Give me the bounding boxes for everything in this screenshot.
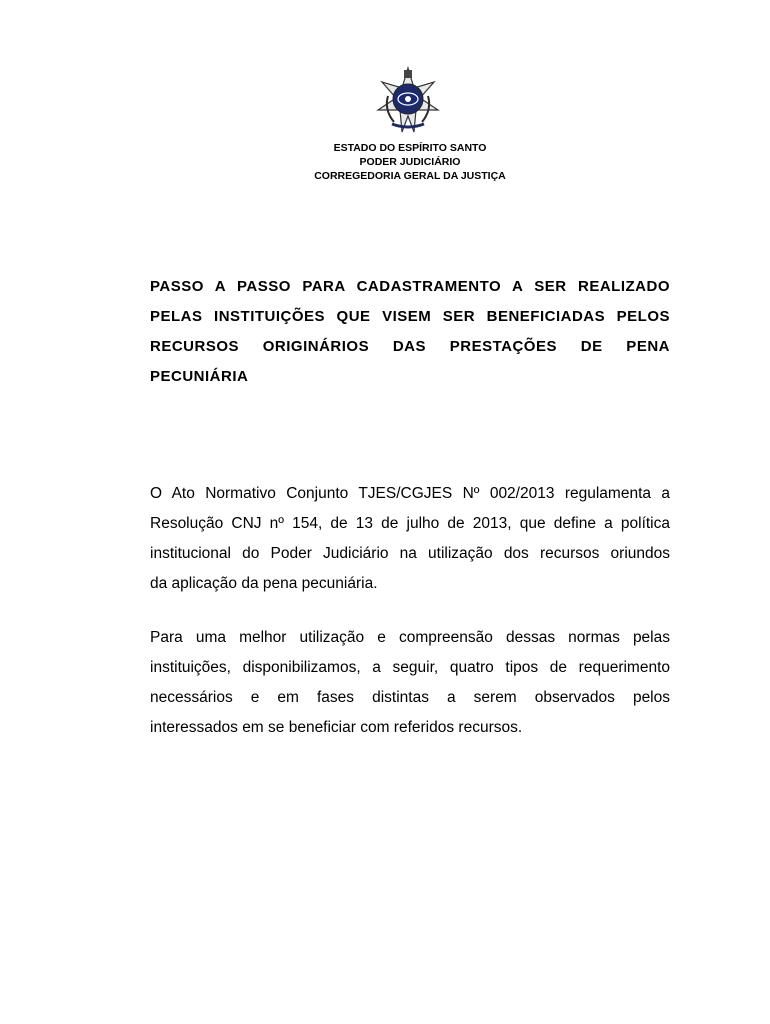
header-state: ESTADO DO ESPÍRITO SANTO: [333, 142, 487, 154]
paragraph-line: O Ato Normativo Conjunto TJES/CGJES Nº 002/2013 regulamenta a: [150, 485, 670, 502]
title-line: RECURSOS ORIGINÁRIOS DAS PRESTAÇÕES DE PENA: [150, 338, 670, 355]
paragraph-line: da aplicação da pena pecuniária.: [150, 575, 378, 592]
coat-of-arms-icon: [374, 66, 442, 134]
document-title: [150, 272, 670, 392]
document-header: [0, 141, 770, 183]
paragraph-line: necessários e em fases distintas a serem observados pelos: [150, 689, 670, 706]
paragraph-line: Para uma melhor utilização e compreensão dessas normas pelas: [150, 629, 670, 646]
paragraph-line: Resolução CNJ nº 154, de 13 de julho de 2013, que define a política: [150, 515, 670, 532]
header-power: PODER JUDICIÁRIO: [359, 156, 461, 168]
title-line: PELAS INSTITUIÇÕES QUE VISEM SER BENEFICIADAS PELOS: [150, 308, 670, 325]
paragraph-purpose: [150, 623, 670, 743]
paragraph-line: interessados em se beneficiar com referidos recursos.: [150, 719, 523, 736]
title-line: PASSO A PASSO PARA CADASTRAMENTO A SER REALIZADO: [150, 278, 670, 295]
title-line: PECUNIÁRIA: [150, 368, 249, 385]
paragraph-intro: [150, 479, 670, 599]
paragraph-line: institucional do Poder Judiciário na utilização dos recursos oriundos: [150, 545, 670, 562]
header-office: CORREGEDORIA GERAL DA JUSTIÇA: [314, 170, 506, 182]
paragraph-line: instituições, disponibilizamos, a seguir, quatro tipos de requerimento: [150, 659, 670, 676]
